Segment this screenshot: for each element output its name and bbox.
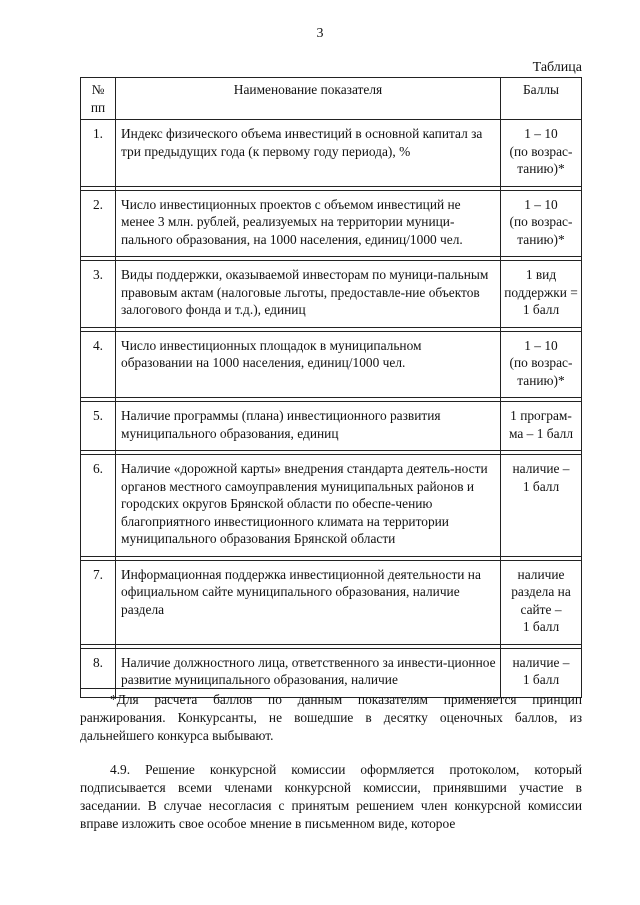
table-row — [81, 190, 582, 257]
indicator-name: Число инвестиционных площадок в муниципальном образовании на 1000 населения, единиц/1000 чел. — [116, 331, 501, 398]
table-row — [81, 560, 582, 644]
table-row — [81, 261, 582, 328]
indicator-name: Наличие программы (плана) инвестиционного развития муниципального образования, единиц — [116, 402, 501, 451]
indicator-points: 1 – 10 (по возрас- танию)* — [501, 190, 582, 257]
indicator-name: Число инвестиционных проектов с объемом инвестиций не менее 3 млн. рублей, реализуемых на территории муници-пального образования, на 1000 населения, единиц/1000 чел. — [116, 190, 501, 257]
indicator-points: 1 програм- ма – 1 балл — [501, 402, 582, 451]
row-number: 6. — [81, 455, 116, 557]
table-row — [81, 648, 582, 697]
page-number: 3 — [316, 26, 324, 41]
table-row — [81, 120, 582, 187]
footnote-divider — [80, 688, 270, 689]
row-number: 1. — [81, 120, 116, 187]
table-body — [81, 120, 582, 698]
indicator-points: наличие – 1 балл — [501, 648, 582, 697]
table-row — [81, 331, 582, 398]
table-row — [81, 402, 582, 451]
footnote: *Для расчета баллов по данным показателям применяется принцип ранжирования. Конкурсанты, не вошедшие в десятку оценочных баллов, из дальнейшего конкурса выбывают. — [80, 692, 582, 743]
header-points: Баллы — [501, 78, 582, 120]
indicator-name: Виды поддержки, оказываемой инвесторам по муници-пальным правовым актам (налоговые льготы, предоставле-ние объектов залогового фонда и т.д.), единиц — [116, 261, 501, 328]
header-num: № пп — [81, 78, 116, 120]
row-number: 5. — [81, 402, 116, 451]
row-number: 2. — [81, 190, 116, 257]
header-name: Наименование показателя — [116, 78, 501, 120]
indicator-points: наличие раздела на сайте – 1 балл — [501, 560, 582, 644]
indicator-table — [80, 77, 582, 698]
indicator-points: 1 вид поддержки = 1 балл — [501, 261, 582, 328]
indicator-name: Наличие должностного лица, ответственного за инвести-ционное развитие муниципального образования, наличие — [116, 648, 501, 697]
indicator-name: Индекс физического объема инвестиций в основной капитал за три предыдущих года (к первому году периода), % — [116, 120, 501, 187]
row-number: 3. — [81, 261, 116, 328]
row-number: 4. — [81, 331, 116, 398]
indicator-name: Информационная поддержка инвестиционной деятельности на официальном сайте муниципального образования, наличие раздела — [116, 560, 501, 644]
table-row — [81, 455, 582, 557]
table-header-row — [81, 78, 582, 120]
indicator-name: Наличие «дорожной карты» внедрения стандарта деятель-ности органов местного самоуправления муниципальных районов и городских округов Брянской области по обеспе-чению благоприятного инвестиционного климата на территории муниципального образования Брянской области — [116, 455, 501, 557]
indicator-points: 1 – 10 (по возрас- танию)* — [501, 120, 582, 187]
indicator-points: наличие – 1 балл — [501, 455, 582, 557]
table-caption: Таблица — [532, 60, 582, 75]
indicator-points: 1 – 10 (по возрас- танию)* — [501, 331, 582, 398]
row-number: 7. — [81, 560, 116, 644]
row-number: 8. — [81, 648, 116, 697]
body-paragraph: 4.9. Решение конкурсной комиссии оформляется протоколом, который подписывается всеми членами конкурсной комиссии, принявшими участие в заседании. В случае несогласия с принятым решением член конкурсной комиссии вправе изложить свое особое мнение в письменном виде, которое — [80, 762, 582, 831]
